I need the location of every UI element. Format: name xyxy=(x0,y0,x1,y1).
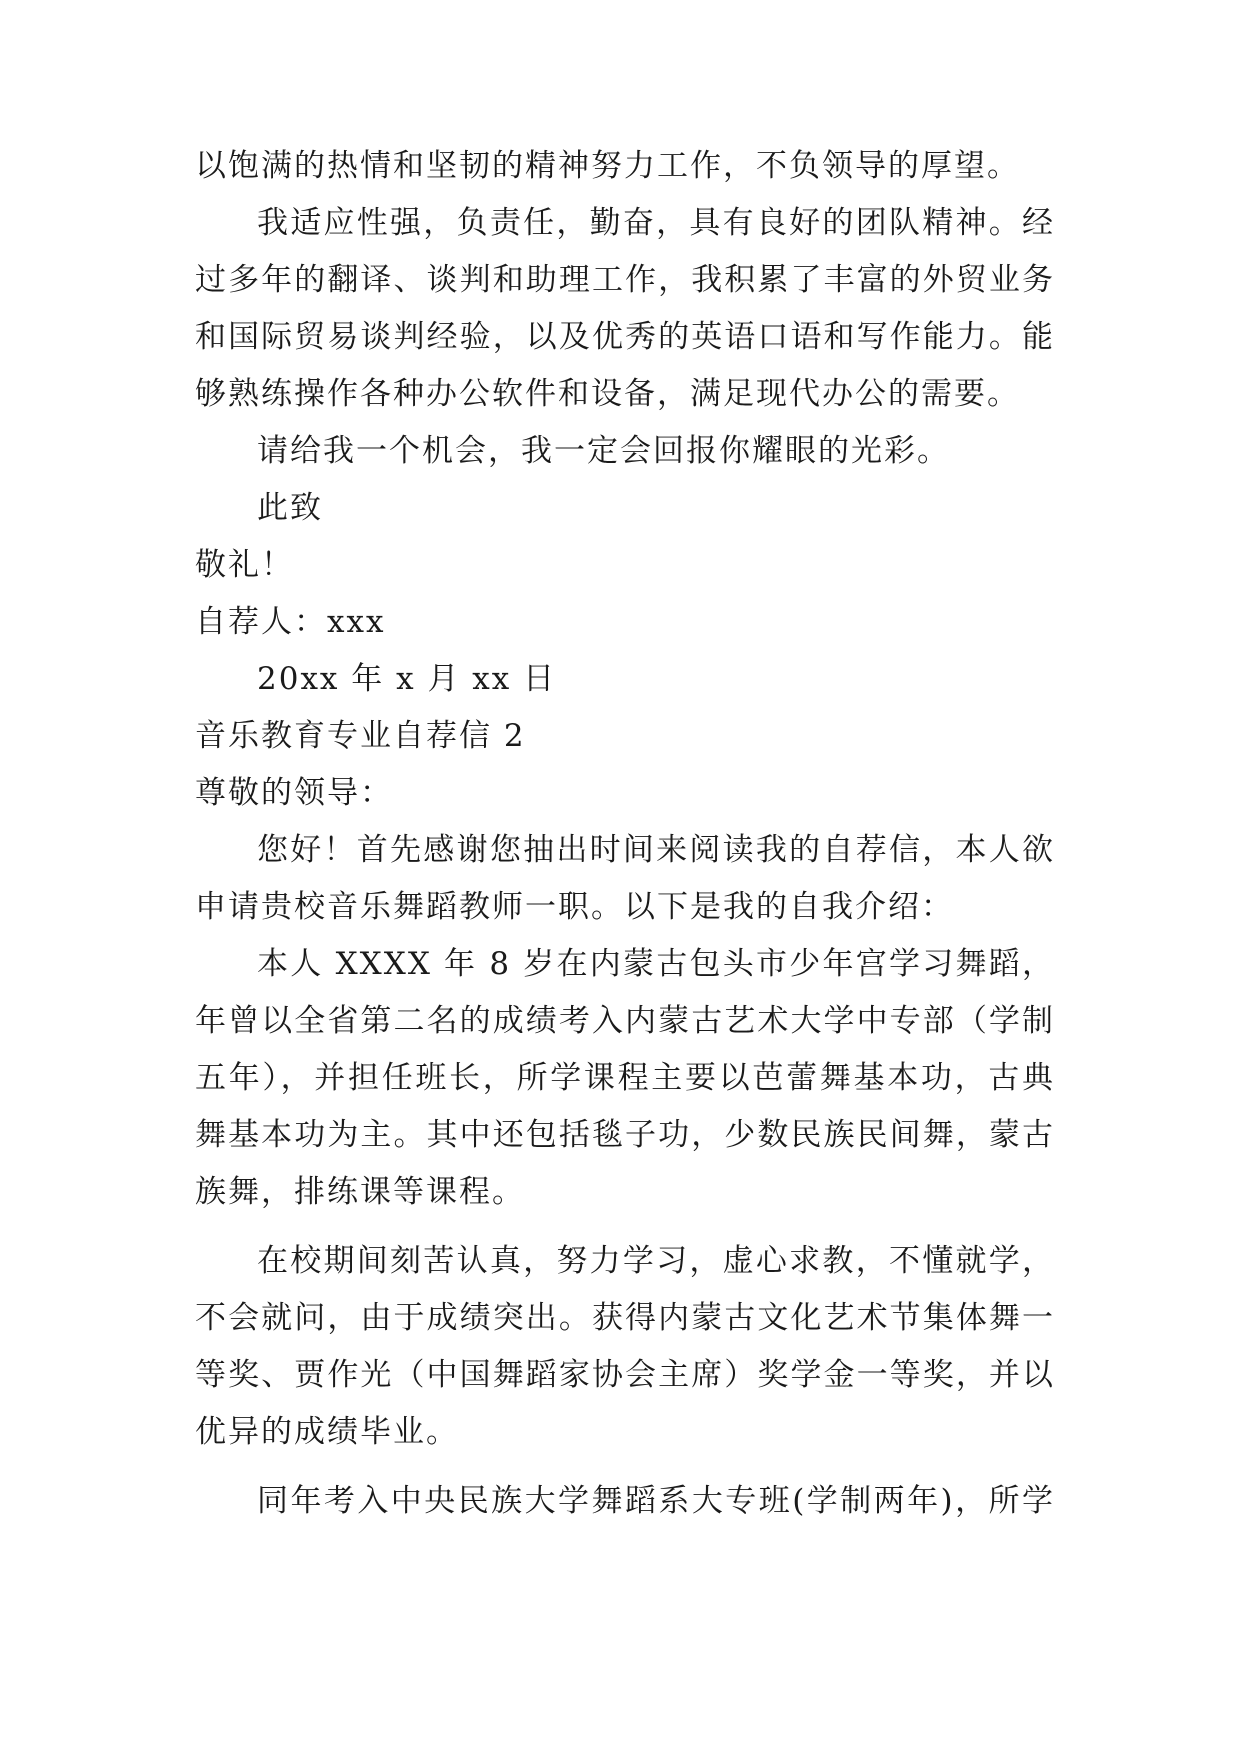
text-line: 和国际贸易谈判经验，以及优秀的英语口语和写作能力。能 xyxy=(195,319,1055,355)
date-line: 20xx 年 x 月 xx 日 xyxy=(257,661,557,697)
closing-regards: 敬礼！ xyxy=(195,547,294,583)
text-line: 您好！首先感谢您抽出时间来阅读我的自荐信，本人欲 xyxy=(257,832,1055,868)
signature-line: 自荐人：xxx xyxy=(195,604,386,640)
text-line: 在校期间刻苦认真，努力学习，虚心求教，不懂就学， xyxy=(257,1243,1055,1279)
text-line: 等奖、贾作光（中国舞蹈家协会主席）奖学金一等奖，并以 xyxy=(195,1357,1055,1393)
text-line: 以饱满的热情和坚韧的精神努力工作，不负领导的厚望。 xyxy=(195,148,1020,184)
text-line: 够熟练操作各种办公软件和设备，满足现代办公的需要。 xyxy=(195,376,1020,412)
text-line: 年曾以全省第二名的成绩考入内蒙古艺术大学中专部（学制 xyxy=(195,1003,1055,1039)
text-line: 不会就问，由于成绩突出。获得内蒙古文化艺术节集体舞一 xyxy=(195,1300,1055,1336)
text-line: 舞基本功为主。其中还包括毯子功，少数民族民间舞，蒙古 xyxy=(195,1117,1055,1153)
text-line: 我适应性强，负责任，勤奋，具有良好的团队精神。经 xyxy=(257,205,1055,241)
closing-salutation: 此致 xyxy=(257,490,323,526)
text-line: 申请贵校音乐舞蹈教师一职。以下是我的自我介绍： xyxy=(195,889,954,925)
text-line: 五年），并担任班长，所学课程主要以芭蕾舞基本功，古典 xyxy=(195,1060,1055,1096)
text-line: 过多年的翻译、谈判和助理工作，我积累了丰富的外贸业务 xyxy=(195,262,1055,298)
text-line: 族舞，排练课等课程。 xyxy=(195,1174,525,1210)
text-line: 请给我一个机会，我一定会回报你耀眼的光彩。 xyxy=(257,433,950,469)
section-title: 音乐教育专业自荐信 2 xyxy=(195,718,526,754)
text-line: 本人 XXXX 年 8 岁在内蒙古包头市少年宫学习舞蹈， xyxy=(257,946,1055,982)
text-line: 同年考入中央民族大学舞蹈系大专班(学制两年)，所学 xyxy=(257,1483,1055,1519)
greeting: 尊敬的领导： xyxy=(195,775,393,811)
text-line: 优异的成绩毕业。 xyxy=(195,1414,459,1450)
